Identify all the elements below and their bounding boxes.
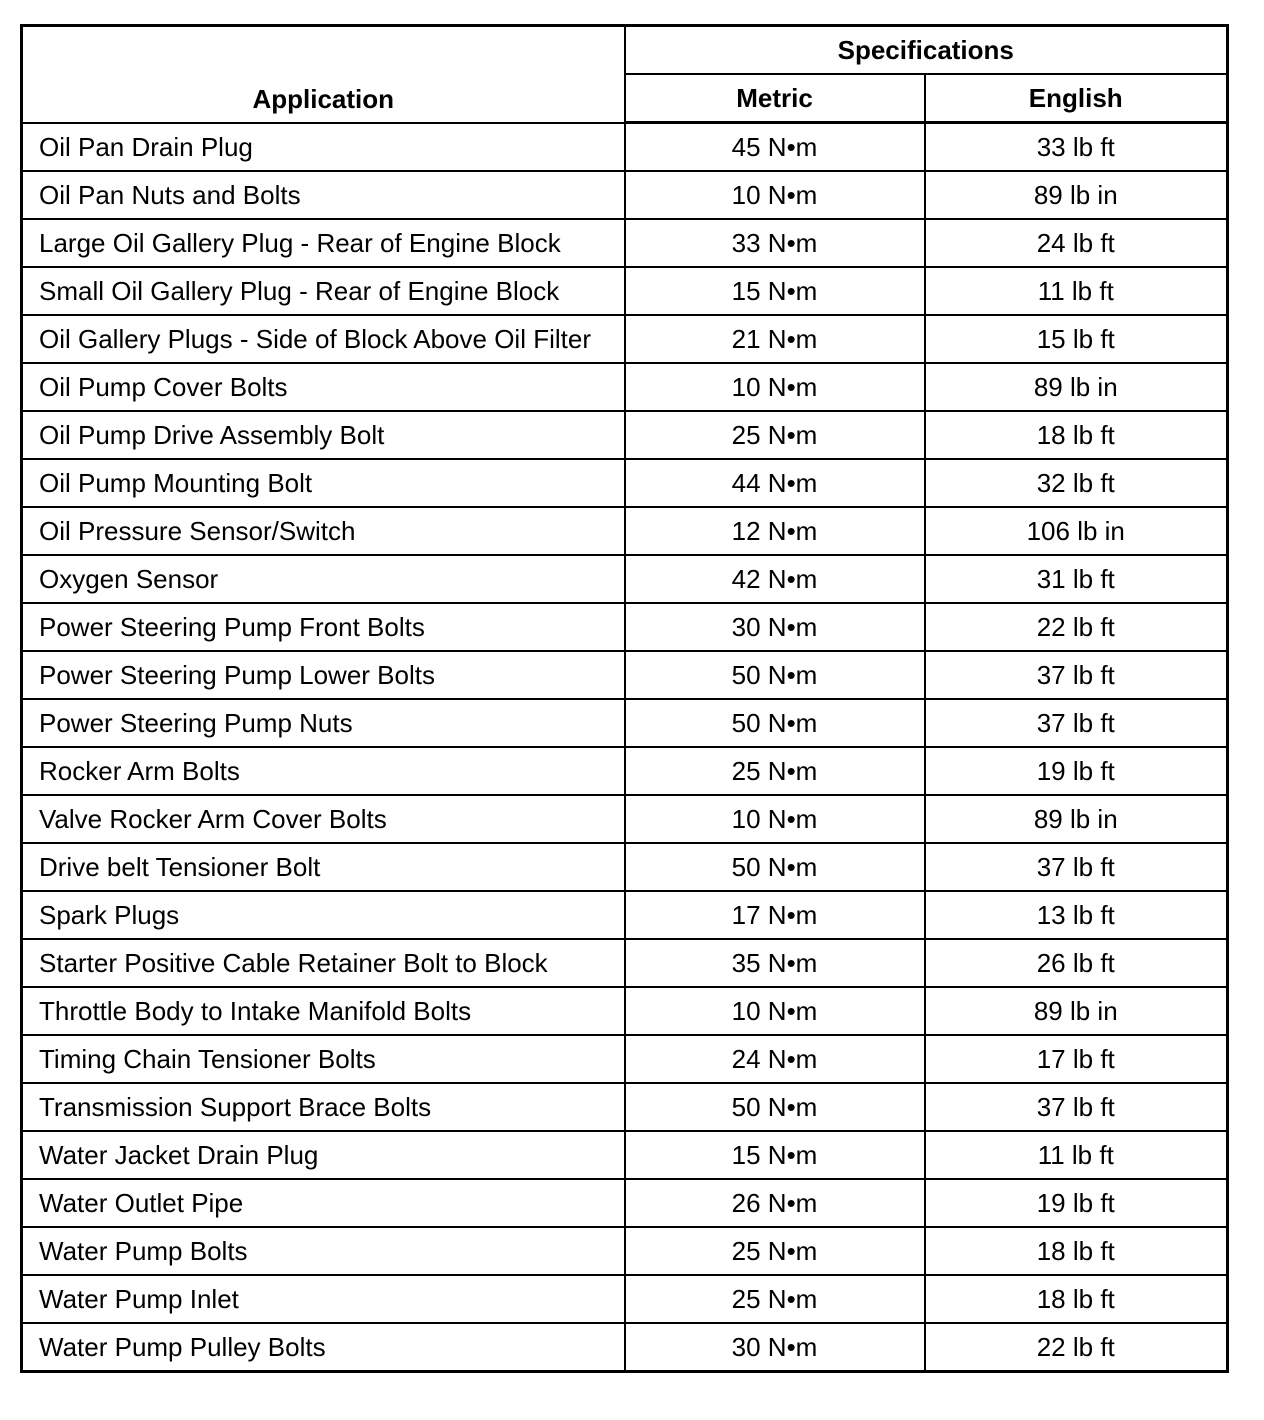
english-cell: 22 lb ft [925, 603, 1228, 651]
english-cell: 17 lb ft [925, 1035, 1228, 1083]
table-row [22, 171, 1228, 219]
english-cell: 22 lb ft [925, 1323, 1228, 1372]
english-cell: 89 lb in [925, 171, 1228, 219]
metric-column-header: Metric [625, 74, 925, 123]
application-cell: Oil Pump Drive Assembly Bolt [22, 411, 625, 459]
table-row [22, 411, 1228, 459]
table-row [22, 843, 1228, 891]
table-row [22, 699, 1228, 747]
table-row [22, 459, 1228, 507]
table-row [22, 1131, 1228, 1179]
application-cell: Oil Pressure Sensor/Switch [22, 507, 625, 555]
application-cell: Water Jacket Drain Plug [22, 1131, 625, 1179]
table-row [22, 987, 1228, 1035]
table-row [22, 1179, 1228, 1227]
table-row [22, 1227, 1228, 1275]
metric-cell: 42 N•m [625, 555, 925, 603]
torque-spec-table [20, 24, 1229, 1373]
english-cell: 19 lb ft [925, 1179, 1228, 1227]
english-column-header: English [925, 74, 1228, 123]
application-cell: Water Pump Pulley Bolts [22, 1323, 625, 1372]
metric-cell: 25 N•m [625, 1275, 925, 1323]
application-cell: Oil Pump Mounting Bolt [22, 459, 625, 507]
metric-cell: 50 N•m [625, 651, 925, 699]
metric-cell: 21 N•m [625, 315, 925, 363]
application-cell: Valve Rocker Arm Cover Bolts [22, 795, 625, 843]
english-cell: 11 lb ft [925, 267, 1228, 315]
english-cell: 18 lb ft [925, 1275, 1228, 1323]
english-cell: 15 lb ft [925, 315, 1228, 363]
english-cell: 37 lb ft [925, 651, 1228, 699]
application-cell: Oil Pump Cover Bolts [22, 363, 625, 411]
metric-cell: 50 N•m [625, 699, 925, 747]
metric-cell: 15 N•m [625, 267, 925, 315]
table-row [22, 939, 1228, 987]
metric-cell: 12 N•m [625, 507, 925, 555]
application-cell: Oil Pan Nuts and Bolts [22, 171, 625, 219]
table-row [22, 1275, 1228, 1323]
english-cell: 11 lb ft [925, 1131, 1228, 1179]
english-cell: 19 lb ft [925, 747, 1228, 795]
english-cell: 89 lb in [925, 987, 1228, 1035]
english-cell: 24 lb ft [925, 219, 1228, 267]
metric-cell: 25 N•m [625, 411, 925, 459]
application-cell: Transmission Support Brace Bolts [22, 1083, 625, 1131]
metric-cell: 26 N•m [625, 1179, 925, 1227]
table-row [22, 1035, 1228, 1083]
metric-cell: 17 N•m [625, 891, 925, 939]
table-body [22, 123, 1228, 1372]
application-cell: Rocker Arm Bolts [22, 747, 625, 795]
metric-cell: 10 N•m [625, 987, 925, 1035]
metric-cell: 30 N•m [625, 1323, 925, 1372]
table-row [22, 603, 1228, 651]
metric-cell: 50 N•m [625, 843, 925, 891]
table-row [22, 651, 1228, 699]
metric-cell: 35 N•m [625, 939, 925, 987]
metric-cell: 44 N•m [625, 459, 925, 507]
metric-cell: 15 N•m [625, 1131, 925, 1179]
table-row [22, 363, 1228, 411]
table-row [22, 891, 1228, 939]
application-cell: Oil Gallery Plugs - Side of Block Above Oil Filter [22, 315, 625, 363]
application-cell: Water Outlet Pipe [22, 1179, 625, 1227]
table-row [22, 219, 1228, 267]
english-cell: 31 lb ft [925, 555, 1228, 603]
table-row [22, 267, 1228, 315]
application-cell: Large Oil Gallery Plug - Rear of Engine Block [22, 219, 625, 267]
table-row [22, 507, 1228, 555]
application-cell: Drive belt Tensioner Bolt [22, 843, 625, 891]
table-row [22, 1083, 1228, 1131]
table-row [22, 795, 1228, 843]
application-cell: Power Steering Pump Front Bolts [22, 603, 625, 651]
english-cell: 106 lb in [925, 507, 1228, 555]
application-cell: Throttle Body to Intake Manifold Bolts [22, 987, 625, 1035]
header-row-top [22, 26, 1228, 75]
table-row [22, 555, 1228, 603]
metric-cell: 10 N•m [625, 363, 925, 411]
metric-cell: 10 N•m [625, 171, 925, 219]
english-cell: 37 lb ft [925, 1083, 1228, 1131]
application-cell: Starter Positive Cable Retainer Bolt to Block [22, 939, 625, 987]
english-cell: 37 lb ft [925, 699, 1228, 747]
application-cell: Power Steering Pump Nuts [22, 699, 625, 747]
metric-cell: 10 N•m [625, 795, 925, 843]
english-cell: 18 lb ft [925, 1227, 1228, 1275]
application-cell: Water Pump Inlet [22, 1275, 625, 1323]
application-cell: Oil Pan Drain Plug [22, 123, 625, 172]
table-row [22, 315, 1228, 363]
english-cell: 89 lb in [925, 363, 1228, 411]
metric-cell: 50 N•m [625, 1083, 925, 1131]
application-cell: Small Oil Gallery Plug - Rear of Engine Block [22, 267, 625, 315]
english-cell: 13 lb ft [925, 891, 1228, 939]
table-row [22, 747, 1228, 795]
english-cell: 26 lb ft [925, 939, 1228, 987]
english-cell: 89 lb in [925, 795, 1228, 843]
metric-cell: 45 N•m [625, 123, 925, 172]
english-cell: 33 lb ft [925, 123, 1228, 172]
english-cell: 18 lb ft [925, 411, 1228, 459]
english-cell: 37 lb ft [925, 843, 1228, 891]
application-column-header: Application [22, 26, 625, 123]
table-row [22, 1323, 1228, 1372]
table-row [22, 123, 1228, 172]
application-cell: Oxygen Sensor [22, 555, 625, 603]
metric-cell: 33 N•m [625, 219, 925, 267]
table-header [22, 26, 1228, 123]
metric-cell: 24 N•m [625, 1035, 925, 1083]
application-cell: Water Pump Bolts [22, 1227, 625, 1275]
application-cell: Power Steering Pump Lower Bolts [22, 651, 625, 699]
metric-cell: 30 N•m [625, 603, 925, 651]
application-cell: Timing Chain Tensioner Bolts [22, 1035, 625, 1083]
application-cell: Spark Plugs [22, 891, 625, 939]
english-cell: 32 lb ft [925, 459, 1228, 507]
metric-cell: 25 N•m [625, 747, 925, 795]
metric-cell: 25 N•m [625, 1227, 925, 1275]
specifications-group-header: Specifications [625, 26, 1228, 75]
